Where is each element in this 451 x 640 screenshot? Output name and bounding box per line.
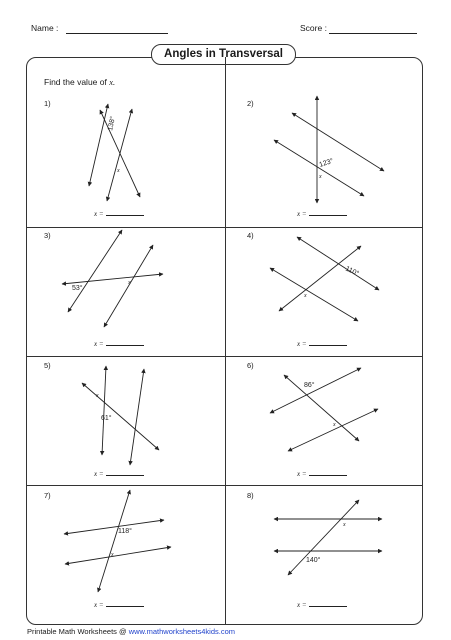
problem-8-angle-label: 140° [306, 557, 321, 564]
answer-prefix: x = [297, 601, 307, 609]
worksheet-title: Angles in Transversal [151, 44, 296, 65]
problem-8-number: 8) [247, 491, 254, 500]
line [68, 230, 122, 312]
problem-6-angle-label: 86° [304, 382, 315, 389]
line [279, 246, 361, 311]
line [284, 375, 359, 441]
line [297, 237, 379, 290]
answer-prefix: x = [297, 470, 307, 478]
line [292, 113, 384, 171]
footer-text: Printable Math Worksheets @ [27, 627, 127, 636]
problem-7-variable: x [111, 552, 114, 558]
line [100, 110, 140, 197]
line [65, 547, 171, 564]
problem-3-number: 3) [44, 231, 51, 240]
line [102, 366, 106, 455]
problem-4-angle-label: 110° [344, 265, 360, 278]
line [62, 274, 163, 284]
answer-prefix: x = [94, 340, 104, 348]
problem-2-variable: x [319, 174, 322, 180]
problem-1-number: 1) [44, 99, 51, 108]
answer-prefix: x = [297, 340, 307, 348]
line [98, 490, 130, 592]
line [288, 409, 378, 451]
problem-4-number: 4) [247, 231, 254, 240]
answer-prefix: x = [94, 210, 104, 218]
line [82, 383, 159, 450]
line [130, 369, 144, 465]
line [104, 245, 153, 327]
problem-5-number: 5) [44, 361, 51, 370]
problem-5-variable: x [96, 393, 99, 399]
problem-1-angle-label: 138° [107, 115, 117, 132]
instruction-variable: x. [109, 77, 116, 87]
problem-6-number: 6) [247, 361, 254, 370]
line [270, 368, 361, 413]
footer [27, 627, 235, 636]
answer-prefix: x = [297, 210, 307, 218]
problem-1-variable: x [117, 168, 120, 174]
problem-3-variable: x [128, 280, 131, 286]
line [288, 500, 359, 575]
problem-3-angle-label: 53° [72, 285, 83, 292]
answer-prefix: x = [94, 601, 104, 609]
line [64, 520, 164, 534]
footer-link[interactable]: www.mathworksheets4kids.com [128, 627, 235, 636]
instruction-text: Find the value of [44, 77, 107, 87]
problem-6-variable: x [333, 422, 336, 428]
line [89, 104, 108, 186]
problem-5-angle-label: 61° [101, 415, 112, 422]
problem-7-angle-label: 118° [118, 528, 132, 535]
score-label: Score : [300, 23, 327, 33]
name-label: Name : [31, 23, 59, 33]
line [274, 140, 364, 196]
problem-2-number: 2) [247, 99, 254, 108]
problem-4-variable: x [304, 293, 307, 299]
problem-7-number: 7) [44, 491, 51, 500]
problem-8-variable: x [343, 522, 346, 528]
problem-2-angle-label: 123° [318, 157, 335, 169]
answer-prefix: x = [94, 470, 104, 478]
line [270, 268, 358, 321]
